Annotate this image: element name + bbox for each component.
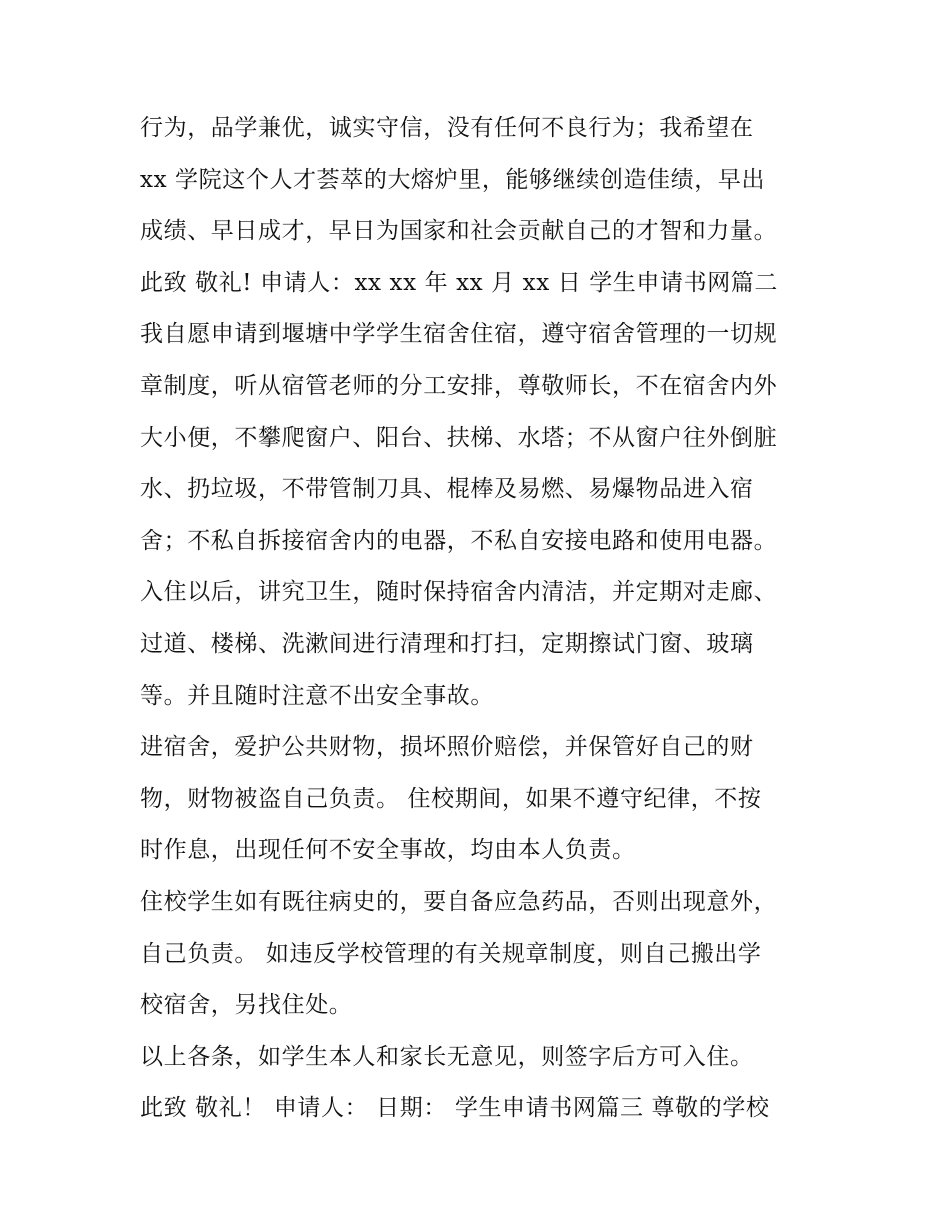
text-line: 此致 敬礼！ 申请人： 日期： 学生申请书网篇三 尊敬的学校 xyxy=(140,1095,770,1122)
text-line: 大小便，不攀爬窗户、阳台、扶梯、水塔；不从窗户往外倒脏 xyxy=(140,424,778,451)
text-line: 过道、楼梯、洗漱间进行清理和打扫，定期擦试门窗、玻璃 xyxy=(140,630,754,657)
text-line: 水、扔垃圾，不带管制刀具、棍棒及易燃、易爆物品进入宿 xyxy=(140,476,754,503)
text-line: 等。并且随时注意不出安全事故。 xyxy=(140,682,494,709)
text-line: 住校学生如有既往病史的，要自备应急药品，否则出现意外， xyxy=(140,888,778,915)
text-line: 物，财物被盗自己负责。 住校期间，如果不遵守纪律，不按 xyxy=(140,785,762,812)
text-line: 章制度，听从宿管老师的分工安排，尊敬师长，不在宿舍内外 xyxy=(140,372,778,399)
text-line: 进宿舍，爱护公共财物，损坏照价赔偿，并保管好自己的财 xyxy=(140,734,754,761)
text-line: 时作息，出现任何不安全事故，均由本人负责。 xyxy=(140,837,636,864)
text-line: 行为，品学兼优，诚实守信，没有任何不良行为；我希望在 xyxy=(140,115,754,141)
text-line: 入住以后，讲究卫生，随时保持宿舍内清洁，并定期对走廊、 xyxy=(140,579,778,606)
document-body xyxy=(140,103,830,1135)
text-line: 校宿舍，另找住处。 xyxy=(140,992,353,1019)
text-line: 我自愿申请到堰塘中学学生宿舍住宿，遵守宿舍管理的一切规 xyxy=(140,321,778,348)
text-line: 自己负责。 如违反学校管理的有关规章制度，则自己搬出学 xyxy=(140,940,762,967)
text-line: 舍；不私自拆接宿舍内的电器，不私自安接电路和使用电器。 xyxy=(140,527,778,554)
text-line: 成绩、早日成才，早日为国家和社会贡献自己的才智和力量。 xyxy=(140,218,778,245)
text-line: xx 学院这个人才荟萃的大熔炉里，能够继续创造佳绩，早出 xyxy=(140,166,766,193)
text-line: 此致 敬礼! 申请人：xx xx 年 xx 月 xx 日 学生申请书网篇二 xyxy=(140,269,779,296)
text-line: 以上各条，如学生本人和家长无意见，则签字后方可入住。 xyxy=(140,1043,754,1070)
